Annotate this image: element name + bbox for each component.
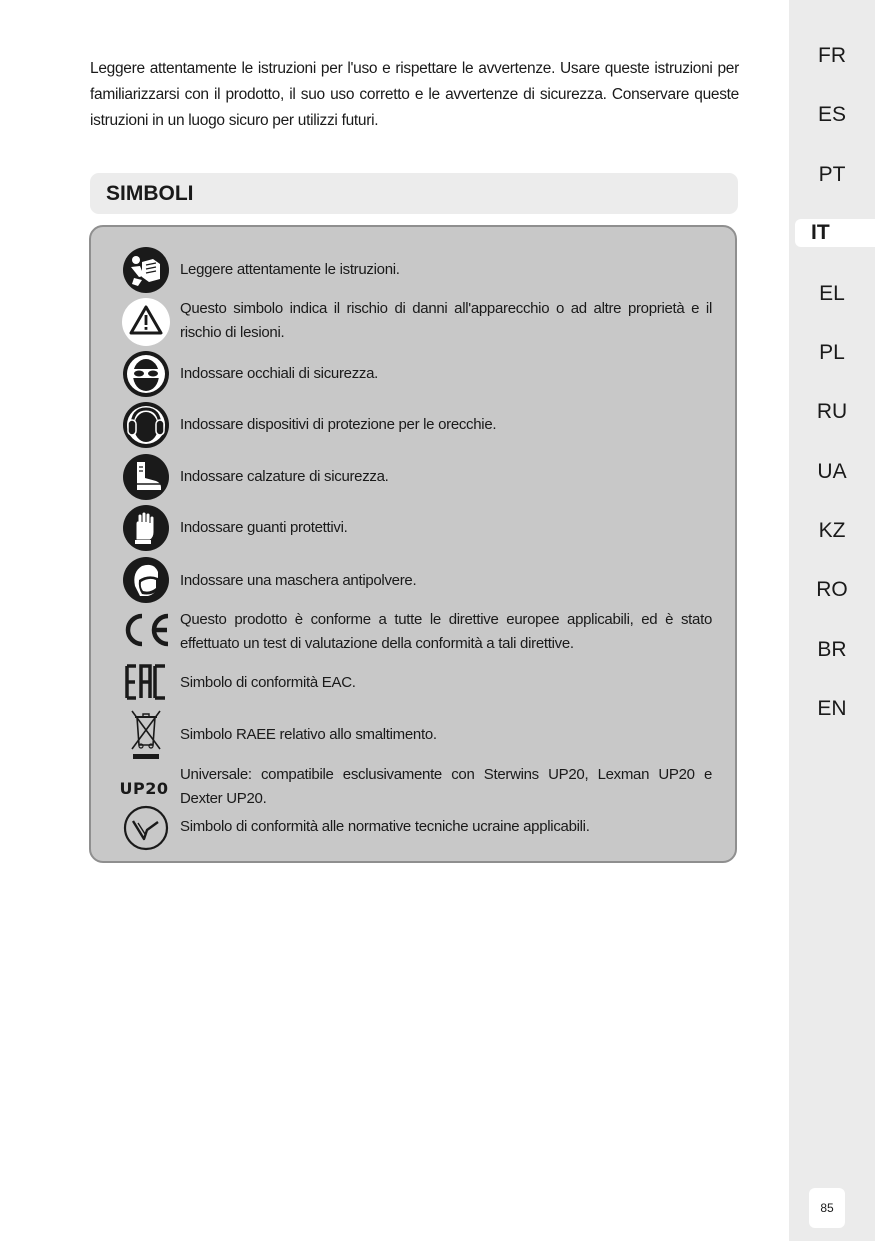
symbol-text: Questo simbolo indica il rischio di danni all'apparecchio o ad altre proprietà e il rischio di lesioni. <box>180 300 712 341</box>
lang-tab-it[interactable]: IT <box>795 219 875 247</box>
lang-tab-fr[interactable]: FR <box>818 44 846 67</box>
lang-tab-pt[interactable]: PT <box>818 163 846 186</box>
lang-tab-kz[interactable]: KZ <box>818 519 846 542</box>
symbol-text: Simbolo di conformità EAC. <box>180 674 356 691</box>
up20-logo-text: UP20 <box>119 778 169 798</box>
lang-tab-en[interactable]: EN <box>817 697 847 720</box>
symbol-text: Questo prodotto è conforme a tutte le direttive europee applicabili, ed è stato effettuato un test di valutazione della conformità a tali direttive. <box>180 611 712 652</box>
symbol-text: Universale: compatibile esclusivamente con Sterwins UP20, Lexman UP20 e Dexter UP20. <box>180 766 712 807</box>
lang-tab-ro[interactable]: RO <box>816 578 848 601</box>
symbol-text: Indossare calzature di sicurezza. <box>180 468 389 485</box>
language-sidebar <box>789 0 875 1241</box>
lang-tab-ru[interactable]: RU <box>816 400 848 423</box>
symbol-text: Leggere attentamente le istruzioni. <box>180 261 400 278</box>
page-number: 85 <box>809 1188 845 1228</box>
ce-mark-icon <box>109 605 183 655</box>
symbol-text: Indossare dispositivi di protezione per le orecchie. <box>180 416 497 433</box>
section-title: SIMBOLI <box>90 173 738 214</box>
symbol-text: Indossare guanti protettivi. <box>180 519 348 536</box>
read-manual-icon <box>109 245 183 295</box>
lang-tab-el[interactable]: EL <box>819 282 845 305</box>
lang-tab-es[interactable]: ES <box>817 103 846 126</box>
weee-bin-icon <box>109 708 183 758</box>
ukraine-conformity-icon <box>109 803 183 853</box>
eac-mark-icon <box>109 657 183 707</box>
symbol-text: Indossare una maschera antipolvere. <box>180 572 417 589</box>
lang-tab-ua[interactable]: UA <box>817 460 847 483</box>
warning-triangle-icon <box>109 297 183 347</box>
lang-tab-pl[interactable]: PL <box>819 341 845 364</box>
dust-mask-icon <box>109 555 183 605</box>
intro-paragraph: Leggere attentamente le istruzioni per l'uso e rispettare le avvertenze. Usare queste istruzioni per familiarizzarsi con il prodotto, il suo uso corretto e le avvertenze di sicurezza. Conservare queste istruzioni in un luogo sicuro per utilizzi futuri. <box>90 60 739 129</box>
safety-boots-icon <box>109 452 183 502</box>
symbol-text: Indossare occhiali di sicurezza. <box>180 365 378 382</box>
symbol-text: Simbolo di conformità alle normative tecniche ucraine applicabili. <box>180 818 590 835</box>
lang-tab-br[interactable]: BR <box>817 638 847 661</box>
protective-gloves-icon <box>109 503 183 553</box>
ear-protection-icon <box>109 400 183 450</box>
safety-glasses-icon <box>109 349 183 399</box>
symbols-box <box>89 225 737 863</box>
symbol-text: Simbolo RAEE relativo allo smaltimento. <box>180 726 437 743</box>
